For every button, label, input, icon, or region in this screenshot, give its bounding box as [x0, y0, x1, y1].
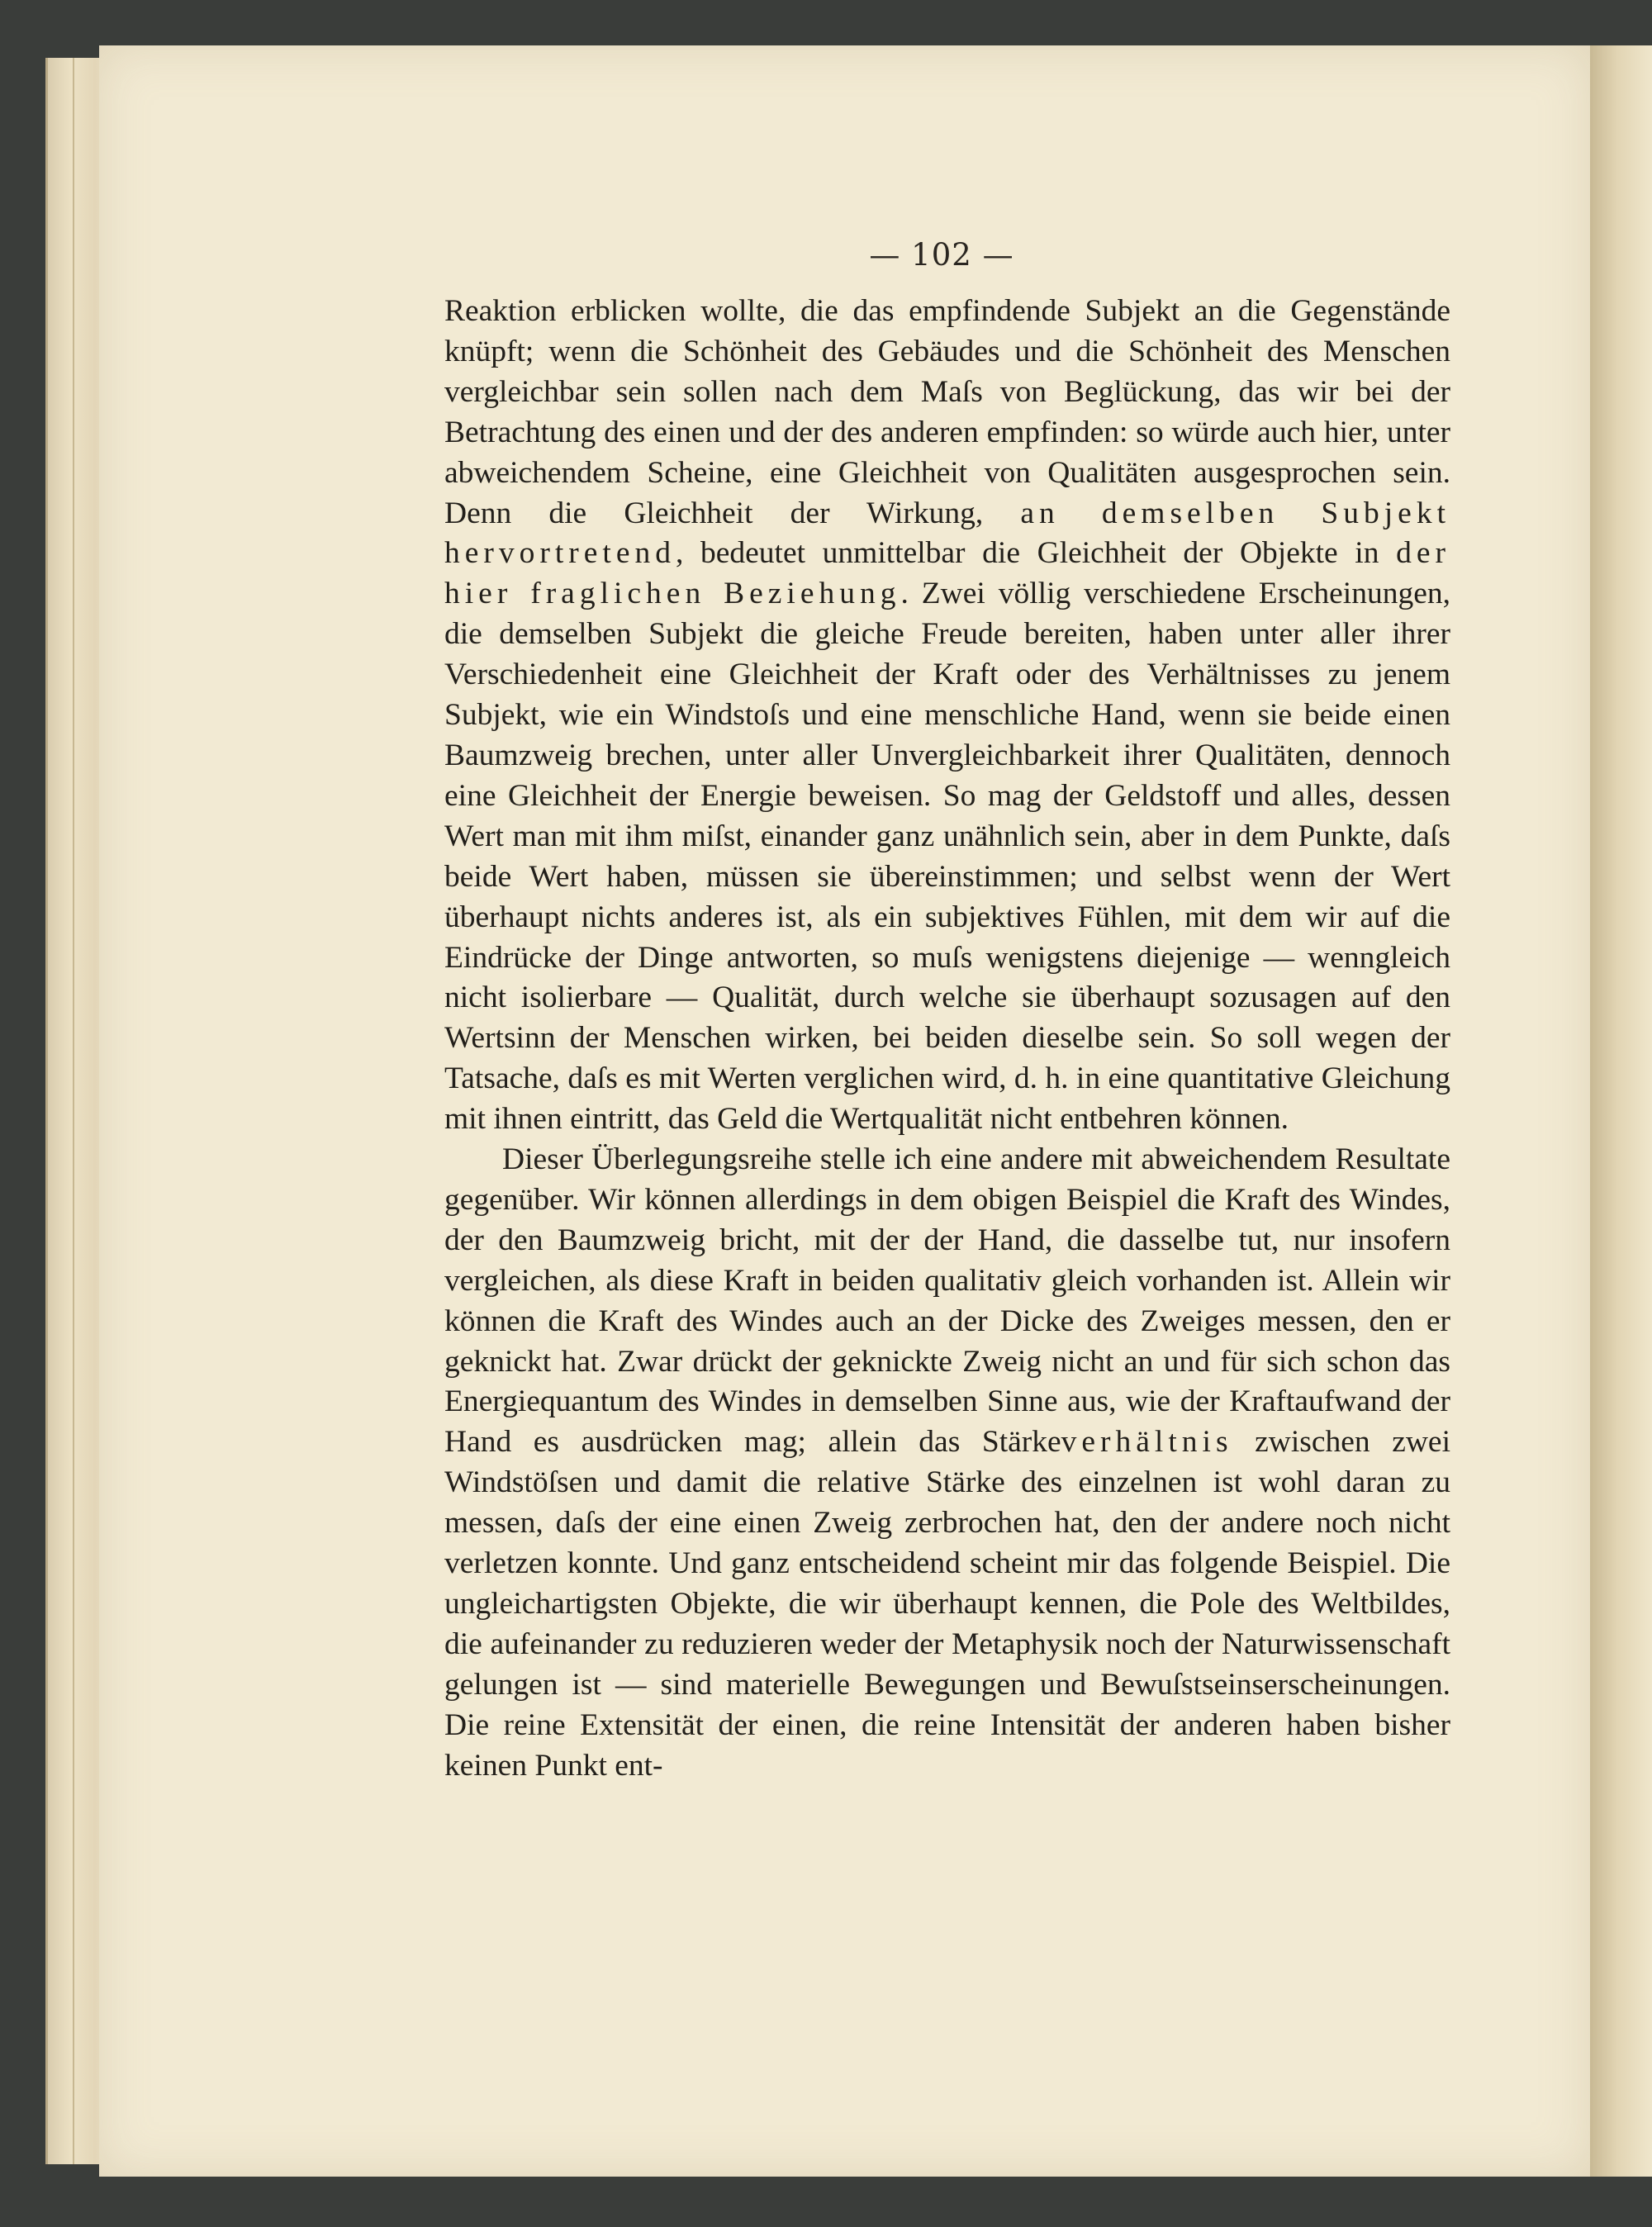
page-number: — 102 —: [869, 237, 1014, 273]
book-gutter: [1590, 45, 1652, 2177]
paragraph-2: [444, 1140, 1450, 1787]
text-run: zwischen zwei Windstöſsen und damit die relative Stärke des einzelnen ist wohl daran zu messen, daſs der eine einen Zweig zerbrochen hat, den der andere noch nicht verletzen konnte. Und ganz entscheidend scheint mir das folgende Beispiel. Die ungleichartigsten Objekte, die wir überhaupt kennen, die Pole des Weltbildes, die aufeinander zu reduzieren weder der Metaphysik noch der Naturwissenschaft gelungen ist — sind materielle Bewegungen und Bewuſstseinserscheinungen. Die reine Extensität der einen, die reine Intensität der anderen haben bisher keinen Punkt ent-: [444, 1425, 1450, 1783]
text-run: Dieser Überlegungsreihe stelle ich eine andere mit abweichendem Resultate gegenüber. Wir können allerdings in dem obigen Beispiel die Kraft des Windes, der den Baumzweig bricht, mit der der Hand, die dasselbe tut, nur insofern vergleichen, als diese Kraft in beiden qualitativ gleich vorhanden ist. Allein wir können die Kraft des Windes auch an der Dicke des Zweiges messen, den er geknickt hat. Zwar drückt der geknickte Zweig nicht an und für sich schon das Energiequantum des Windes in demselben Sinne aus, wie der Kraftaufwand der Hand es ausdrücken mag; allein das Stärke: [444, 1142, 1450, 1460]
body-text: [444, 292, 1450, 1787]
text-run: . Zwei völlig verschiedene Erscheinungen, die demselben Subjekt die gleiche Freude bereiten, haben unter aller ihrer Verschiedenheit eine Gleichheit der Kraft oder des Verhältnisses zu jenem Subjekt, wie ein Windstoſs und eine menschliche Hand, wenn sie beide einen Baumzweig brechen, unter aller Unvergleichbarkeit ihrer Qualitäten, dennoch eine Gleichheit der Energie beweisen. So mag der Geldstoff und alles, dessen Wert man mit ihm miſst, einander ganz unähnlich sein, aber in dem Punkte, daſs beide Wert haben, müssen sie übereinstimmen; und selbst wenn der Wert überhaupt nichts anderes ist, als ein subjektives Fühlen, mit dem wir auf die Eindrücke der Dinge antworten, so muſs wenigstens diejenige — wenngleich nicht isolierbare — Qualität, durch welche sie überhaupt sozusagen auf den Wertsinn der Menschen wirken, bei beiden dieselbe sein. So soll wegen der Tatsache, daſs es mit Werten verglichen wird, d. h. in eine quantitative Gleichung mit ihnen eintritt, das Geld die Wertqualität nicht entbehren können.: [444, 577, 1450, 1137]
spaced-emphasis: an demselben Subjekt hervortretend: [444, 496, 1450, 571]
spaced-emphasis: verhältnis: [1061, 1425, 1233, 1460]
spaced-emphasis: der hier fraglichen Beziehung: [444, 536, 1450, 611]
paragraph-1: [444, 292, 1450, 1140]
text-run: , bedeutet unmittelbar die Gleichheit der Objekte in: [675, 536, 1397, 571]
text-run: Reaktion erblicken wollte, die das empfindende Subjekt an die Gegenstände knüpft; wenn die Schönheit des Gebäudes und die Schönheit des Menschen vergleichbar sein sollen nach dem Maſs von Beglückung, das wir bei der Betrachtung des einen und der des anderen empfinden: so würde auch hier, unter abweichendem Scheine, eine Gleichheit von Qualitäten ausgesprochen sein. Denn die Gleichheit der Wirkung,: [444, 294, 1450, 530]
